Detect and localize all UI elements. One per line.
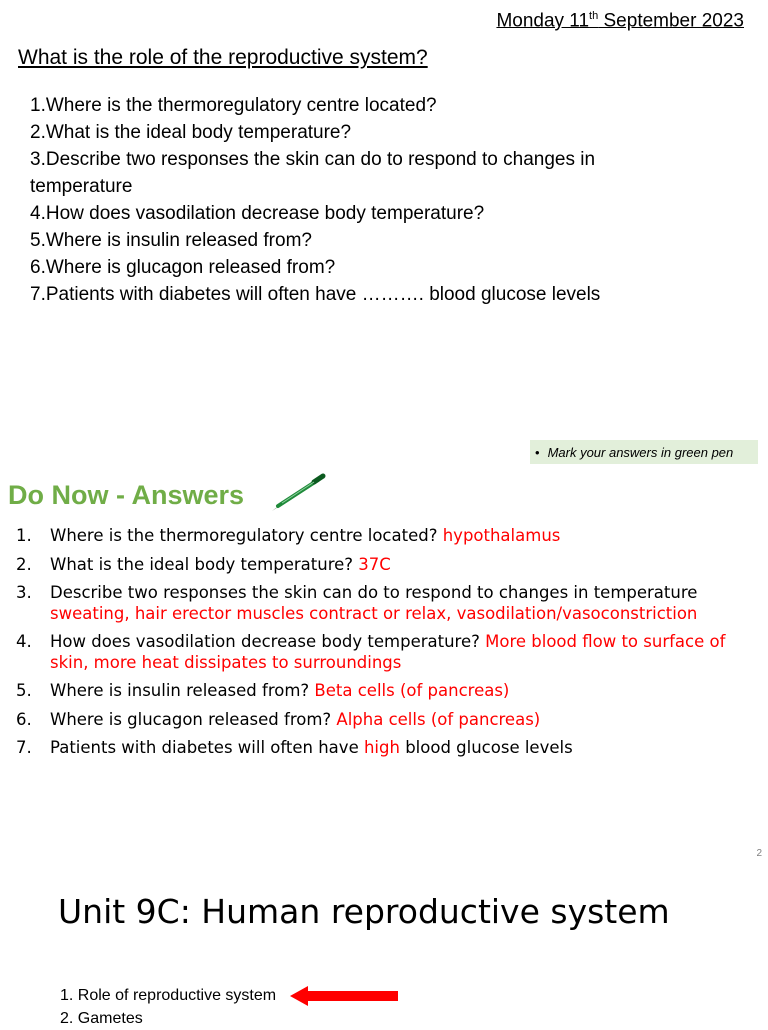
answer-number: 6. <box>16 709 32 729</box>
topic-label: Gametes <box>77 1010 143 1027</box>
answer-item <box>16 526 756 547</box>
question-item: 7.Patients with diabetes will often have ………. blood glucose levels <box>30 284 601 305</box>
answer-question: Patients with diabetes will often have <box>50 738 364 757</box>
question-item: 5.Where is insulin released from? <box>30 230 312 251</box>
answer-item <box>16 583 756 624</box>
answer-item <box>16 632 756 673</box>
slide1-title: What is the role of the reproductive system? <box>18 46 428 69</box>
answer-item <box>16 555 756 576</box>
question-item: 3.Describe two responses the skin can do to respond to changes in temperature <box>30 149 596 197</box>
answer-text: Alpha cells (of pancreas) <box>336 709 541 729</box>
answer-list <box>16 526 756 767</box>
answer-number: 7. <box>16 738 32 757</box>
answer-text: More blood flow to surface of skin, more heat dissipates to surroundings <box>50 632 726 672</box>
topic-number: 1. <box>60 987 74 1004</box>
note-bullet: • <box>535 444 540 460</box>
unit-topic-item <box>60 1007 398 1030</box>
answer-item <box>16 738 756 759</box>
answer-number: 2. <box>16 554 32 574</box>
page-number: 2 <box>756 848 762 859</box>
answer-question: How does vasodilation decrease body temperature? <box>50 632 486 651</box>
answer-question: What is the ideal body temperature? <box>50 554 359 574</box>
answer-number: 5. <box>16 681 32 700</box>
do-now-answers-title: Do Now - Answers <box>8 480 245 510</box>
answer-tail: blood glucose levels <box>399 738 573 757</box>
date-day: Monday 11 <box>496 10 590 32</box>
slide-date <box>496 10 744 32</box>
answer-text: high <box>363 738 400 757</box>
answer-question: Describe two responses the skin can do to respond to changes in temperature <box>50 583 698 602</box>
red-arrow-left-icon <box>290 986 398 1006</box>
answer-number: 1. <box>16 526 32 545</box>
unit-title: Unit 9C: Human reproductive system <box>58 892 670 931</box>
question-item: 4.How does vasodilation decrease body temperature? <box>30 203 485 224</box>
green-pen-note <box>530 440 758 464</box>
answer-number: 4. <box>16 632 32 651</box>
date-ordinal: th <box>589 10 599 22</box>
answer-item <box>16 710 756 731</box>
answer-number: 3. <box>16 583 32 602</box>
answer-item <box>16 681 756 702</box>
date-month-year: September 2023 <box>598 10 744 32</box>
answer-text: Beta cells (of pancreas) <box>314 681 510 700</box>
answer-text: sweating, hair erector muscles contract or relax, vasodilation/vasoconstriction <box>50 603 698 623</box>
topic-number: 2. <box>60 1010 74 1027</box>
question-list <box>30 92 670 308</box>
answer-question: Where is glucagon released from? <box>50 709 337 729</box>
answer-question: Where is the thermoregulatory centre located? <box>50 526 443 545</box>
answer-question: Where is insulin released from? <box>50 681 315 700</box>
question-item: 1.Where is the thermoregulatory centre located? <box>30 95 437 116</box>
answer-text: 37C <box>358 554 391 574</box>
note-text: Mark your answers in green pen <box>547 444 734 460</box>
unit-topic-list <box>60 984 398 1030</box>
answer-text: hypothalamus <box>442 526 561 545</box>
question-item: 2.What is the ideal body temperature? <box>30 122 352 143</box>
topic-label: Role of reproductive system <box>77 987 277 1004</box>
question-item: 6.Where is glucagon released from? <box>30 257 336 278</box>
green-pen-icon <box>270 472 330 512</box>
unit-topic-item <box>60 984 398 1007</box>
